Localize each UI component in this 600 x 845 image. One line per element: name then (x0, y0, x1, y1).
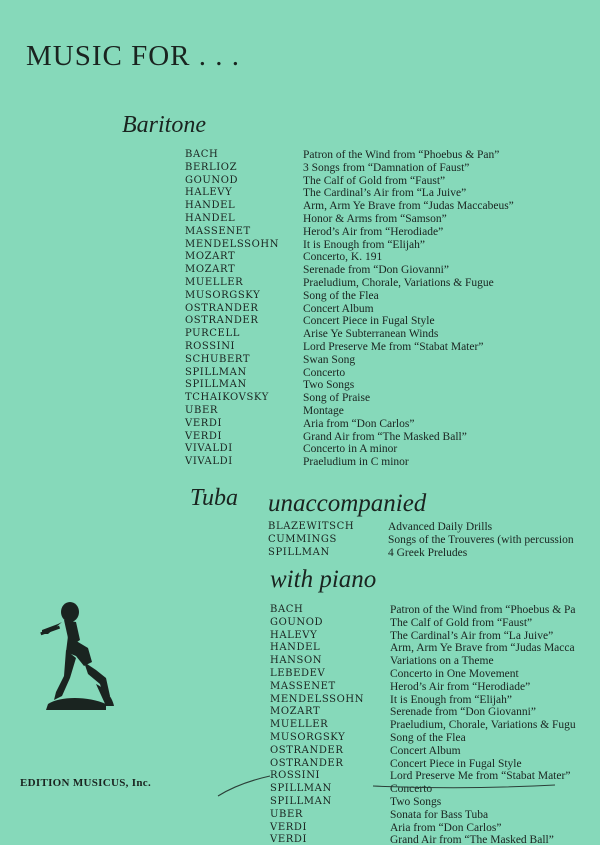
work-title: Concerto (390, 783, 433, 796)
work-title: The Cardinal’s Air from “La Juive” (303, 187, 467, 200)
composer-name: MUELLER (185, 276, 244, 288)
composer-name: OSTRANDER (185, 302, 259, 314)
composer-name: HANDEL (270, 642, 321, 654)
work-title: Arm, Arm Ye Brave from “Judas Macca (390, 642, 575, 655)
work-title: 4 Greek Preludes (388, 546, 468, 559)
work-title: Praeludium, Chorale, Variations & Fugue (303, 276, 494, 289)
work-title: Songs of the Trouveres (with percussion (388, 533, 574, 546)
composer-name: UBER (270, 808, 304, 820)
composer-name: MOZART (185, 251, 236, 263)
composer-name: HANDEL (185, 212, 236, 224)
work-title: Patron of the Wind from “Phoebus & Pa (390, 604, 576, 616)
composer-name: SCHUBERT (185, 353, 251, 365)
composer-name: CUMMINGS (268, 533, 337, 545)
composer-name: VIVALDI (185, 456, 233, 468)
composer-name: MASSENET (185, 225, 251, 237)
work-title: Lord Preserve Me from “Stabat Mater” (303, 340, 484, 353)
work-title: 3 Songs from “Damnation of Faust” (303, 161, 470, 174)
work-title: It is Enough from “Elijah” (303, 238, 425, 251)
composer-name: MENDELSSOHN (185, 238, 280, 250)
composer-name: MENDELSSOHN (270, 693, 365, 705)
composer-name: MUELLER (270, 719, 329, 731)
composer-name: VERDI (185, 430, 223, 442)
work-title: Praeludium, Chorale, Variations & Fugu (390, 719, 576, 732)
composer-name: BACH (270, 604, 304, 615)
composer-name: GOUNOD (185, 174, 239, 186)
work-title: The Cardinal’s Air from “La Juive” (390, 629, 554, 642)
work-title: Patron of the Wind from “Phoebus & Pan” (303, 149, 500, 161)
work-title: Concert Piece in Fugal Style (390, 757, 522, 770)
work-title: The Calf of Gold from “Faust” (303, 174, 446, 187)
composer-name: OSTRANDER (270, 757, 344, 769)
composer-name: SPILLMAN (270, 783, 332, 795)
composer-name: OSTRANDER (270, 744, 344, 756)
composer-name: PURCELL (185, 328, 240, 340)
work-title: Swan Song (303, 353, 356, 366)
composer-name: ROSSINI (270, 770, 321, 782)
composer-name: OSTRANDER (185, 315, 259, 327)
composer-name: UBER (185, 404, 219, 416)
work-title: Two Songs (303, 379, 355, 392)
work-title: Variations on a Theme (390, 655, 494, 668)
work-title: Herod’s Air from “Herodiade” (303, 225, 444, 238)
work-title: Concerto in One Movement (390, 667, 519, 680)
composer-name: VIVALDI (185, 443, 233, 455)
work-title: Arise Ye Subterranean Winds (303, 328, 439, 341)
composer-name: HANDEL (185, 200, 236, 212)
composer-name: BERLIOZ (185, 161, 238, 173)
composer-name: ROSSINI (185, 340, 236, 352)
work-title: Serenade from “Don Giovanni” (303, 264, 449, 277)
composer-name: HALEVY (185, 187, 233, 199)
tuba-section-title: Tuba (190, 485, 239, 511)
work-title: Honor & Arms from “Samson” (303, 212, 447, 225)
work-title: Serenade from “Don Giovanni” (390, 706, 536, 719)
work-title: Song of the Flea (303, 289, 379, 302)
work-title: Lord Preserve Me from “Stabat Mater” (390, 770, 571, 783)
composer-name: MUSORGSKY (185, 289, 261, 301)
composer-name: SPILLMAN (268, 546, 330, 558)
work-title: Grand Air from “The Masked Ball” (390, 834, 554, 845)
work-title: Concerto (303, 366, 346, 379)
work-title: Concerto, K. 191 (303, 251, 383, 264)
composer-name: BLAZEWITSCH (268, 521, 355, 532)
composer-name: MOZART (185, 264, 236, 276)
unaccompanied-subtitle: unaccompanied (268, 490, 427, 517)
composer-name: SPILLMAN (185, 379, 247, 391)
composer-name: TCHAIKOVSKY (185, 392, 269, 404)
composer-name: MUSORGSKY (270, 731, 346, 743)
work-title: Montage (303, 404, 344, 417)
work-title: Two Songs (390, 795, 442, 808)
work-title: Song of the Flea (390, 731, 466, 744)
work-title: Concert Album (303, 302, 374, 315)
work-title: Concerto in A minor (303, 443, 398, 456)
work-title: Aria from “Don Carlos” (390, 821, 502, 834)
with-piano-subtitle: with piano (270, 566, 377, 593)
composer-name: SPILLMAN (270, 795, 332, 807)
composer-name: VERDI (185, 417, 223, 429)
work-title: Grand Air from “The Masked Ball” (303, 430, 467, 443)
composer-name: MOZART (270, 706, 321, 718)
work-title: Song of Praise (303, 392, 371, 405)
work-title: Concert Album (390, 744, 461, 757)
composer-name: LEBEDEV (270, 667, 326, 679)
work-title: Advanced Daily Drills (388, 521, 493, 533)
work-title: The Calf of Gold from “Faust” (390, 616, 533, 629)
page-title: MUSIC FOR . . . (26, 40, 241, 72)
composer-name: HALEVY (270, 629, 318, 641)
composer-name: HANSON (270, 655, 323, 667)
work-title: Praeludium in C minor (303, 456, 409, 469)
baritone-section-title: Baritone (122, 112, 206, 138)
composer-name: GOUNOD (270, 616, 324, 628)
publisher-name: EDITION MUSICUS, Inc. (20, 777, 151, 789)
composer-name: MASSENET (270, 680, 336, 692)
work-title: Arm, Arm Ye Brave from “Judas Maccabeus” (303, 200, 514, 213)
composer-name: VERDI (270, 834, 308, 845)
work-title: Aria from “Don Carlos” (303, 417, 415, 430)
composer-name: BACH (185, 149, 219, 160)
work-title: It is Enough from “Elijah” (390, 693, 512, 706)
work-title: Sonata for Bass Tuba (390, 808, 489, 821)
work-title: Concert Piece in Fugal Style (303, 315, 435, 328)
composer-name: SPILLMAN (185, 366, 247, 378)
composer-name: VERDI (270, 821, 308, 833)
work-title: Herod’s Air from “Herodiade” (390, 680, 531, 693)
